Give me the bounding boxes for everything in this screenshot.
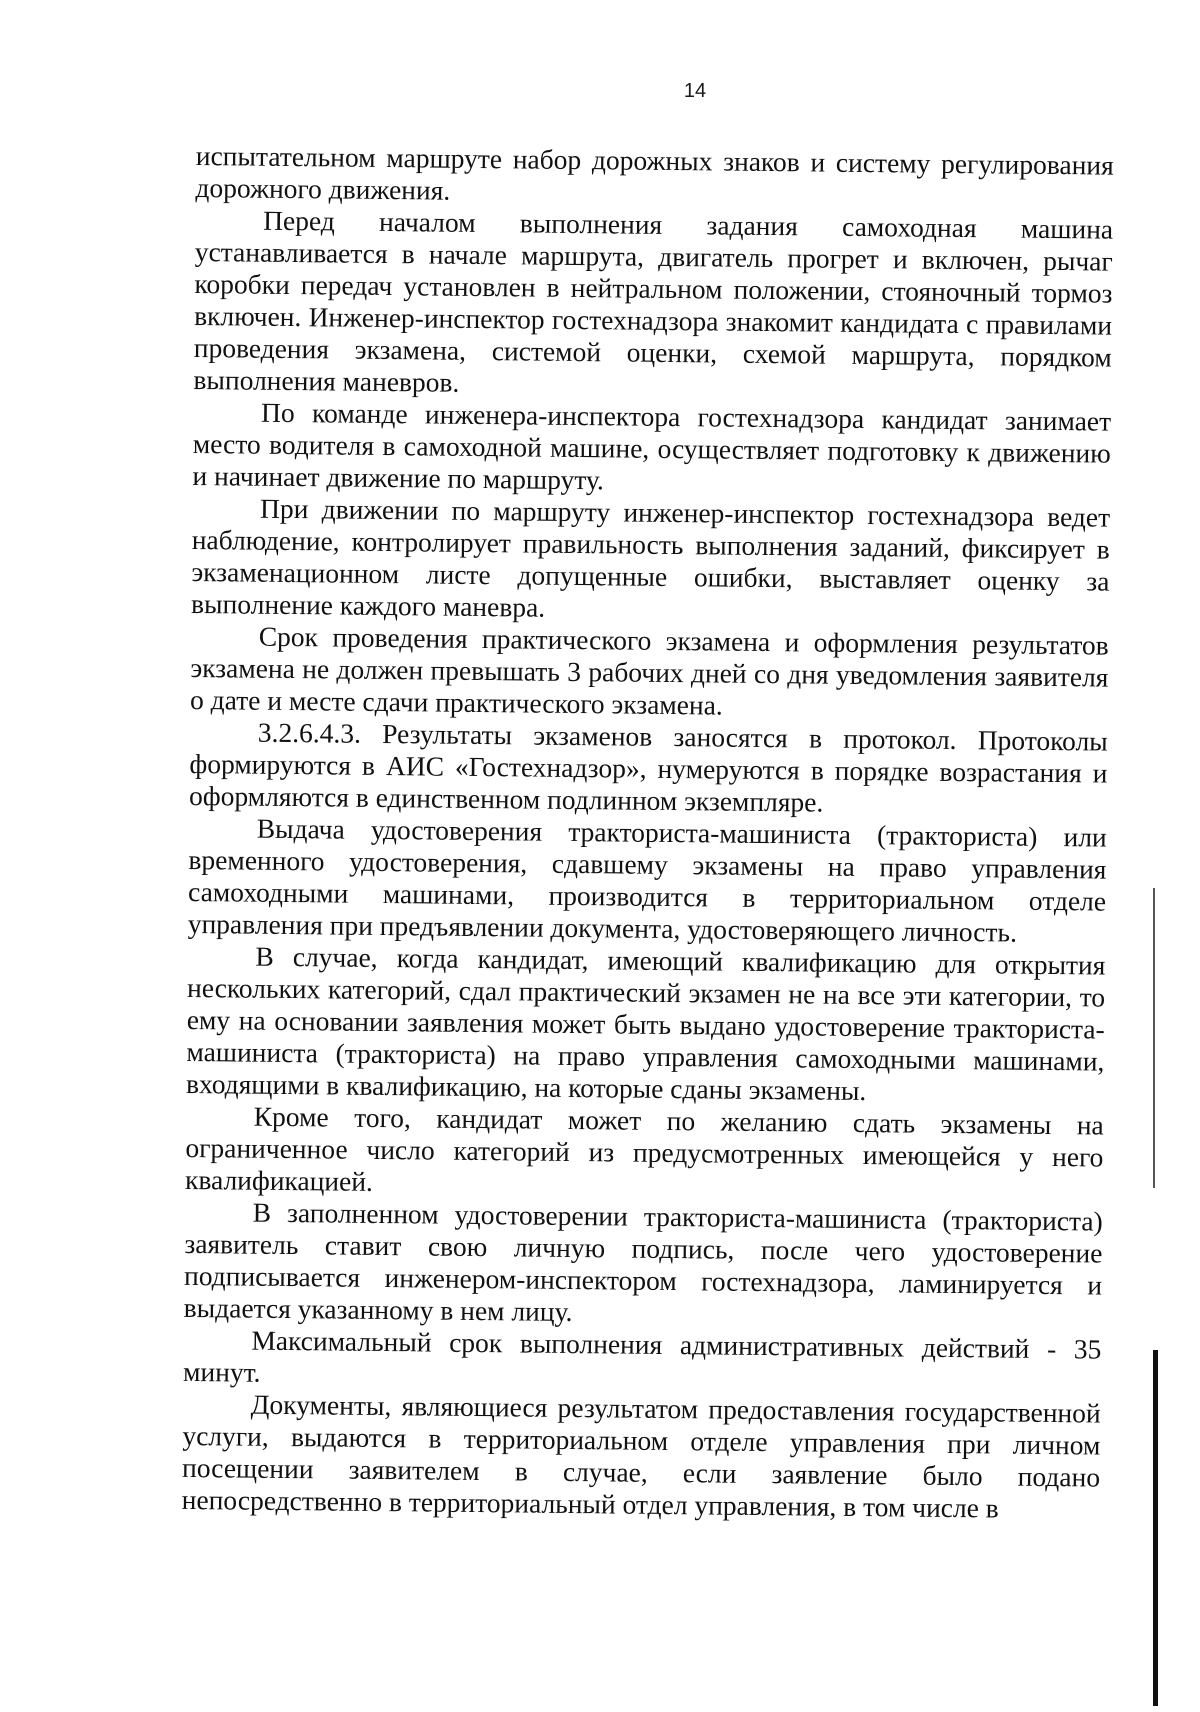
scan-edge-line [1153,888,1155,1188]
paragraph-4: При движении по маршруту инженер-инспектор гостехнадзора ведет наблюдение, контролирует правильность выполнения заданий, фиксирует в экзаменационном листе допущенные ошибки, выставляет оценку за выполнение каждого маневра. [190,492,1111,623]
paragraph-5: Срок проведения практического экзамена и оформления результатов экзамена не должен превышать 3 рабочих дней со дня уведомления заявителя о дате и месте сдачи практического экзамена. [189,620,1109,721]
paragraph-2: Перед началом выполнения задания самоходная машина устанавливается в начале маршрута, двигатель прогрет и включен, рычаг коробки передач установлен в нейтральном положении, стояночный тормоз включен. Инженер-инспектор гостехнадзора знакомит кандидата с правилами проведения экзамена, системой оценки, схемой маршрута, порядком выполнения маневров. [193,204,1114,398]
paragraph-9: Кроме того, кандидат может по желанию сдать экзамены на ограниченное число категорий из предусмотренных имеющейся у него квалификацией. [184,1100,1104,1197]
document-body [182,140,1114,1526]
page-number: 14 [683,80,707,102]
paragraph-10: В заполненном удостоверении тракториста-машиниста (тракториста) заявитель ставит свою личную подпись, после чего удостоверение подписывается инженером-инспектором гостехнадзора, ламинируется и выдается указанному в нем лицу. [183,1196,1103,1328]
paragraph-6: 3.2.6.4.3. Результаты экзаменов заносятся в протокол. Протоколы формируются в АИС «Гостехнадзор», нумеруются в порядке возрастания и оформляются в единственном подлинном экземпляре. [188,716,1108,818]
paragraph-1: испытательном маршруте набор дорожных знаков и систему регулирования дорожного движения. [195,140,1114,206]
scan-edge-bar [1153,1350,1158,1706]
paragraph-12: Документы, являющиеся результатом предоставления государственной услуги, выдаются в территориальном отделе управления при личном посещении заявителем в случае, если заявление было подано непосредственно в территориальный отдел управления, в том числе в [181,1388,1101,1524]
paragraph-8: В случае, когда кандидат, имеющий квалификацию для открытия нескольких категорий, сдал практический экзамен не на все эти категории, то ему на основании заявления может быть выдано удостоверение тракториста-машиниста (тракториста) на право управления самоходными машинами, входящими в квалификацию, на которые сданы экзамены. [185,940,1106,1107]
paragraph-7: Выдача удостоверения тракториста-машиниста (тракториста) или временного удостоверения, сдавшему экзамены на право управления самоходными машинами, производится в территориальном отделе управления при предъявлении документа, удостоверяющего личность. [187,812,1107,948]
paragraph-3: По команде инженера-инспектора гостехнадзора кандидат занимает место водителя в самоходной машине, осуществляет подготовку к движению и начинает движение по маршруту. [192,396,1112,496]
paragraph-11: Максимальный срок выполнения административных действий - 35 минут. [182,1324,1102,1388]
